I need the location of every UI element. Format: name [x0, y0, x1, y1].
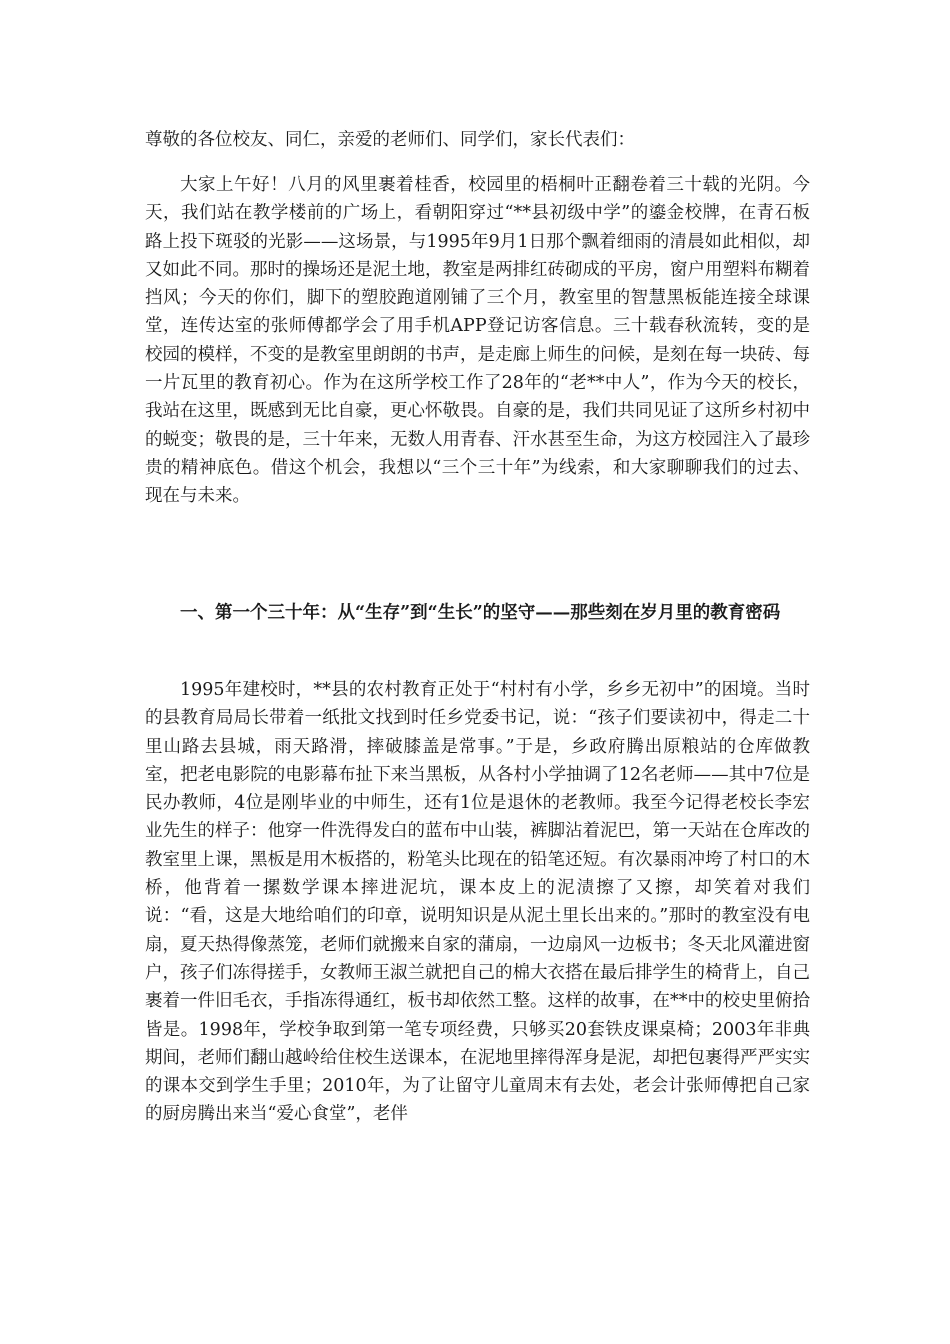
section-paragraph: 1995年建校时，**县的农村教育正处于“村村有小学，乡乡无初中”的困境。当时的县教育局局长带着一纸批文找到时任乡党委书记，说：“孩子们要读初中，得走二十里山路去县城，雨天路滑，摔破膝盖是常事。”于是，乡政府腾出原粮站的仓库做教室，把老电影院的电影幕布扯下来当黑板，从各村小学抽调了12名老师——其中7位是民办教师，4位是刚毕业的中师生，还有1位是退休的老教师。我至今记得老校长李宏业先生的样子：他穿一件洗得发白的蓝布中山装，裤脚沾着泥巴，第一天站在仓库改的教室里上课，黑板是用木板搭的，粉笔头比现在的铅笔还短。有次暴雨冲垮了村口的木桥，他背着一摞数学课本摔进泥坑，课本皮上的泥渍擦了又擦，却笑着对我们说：“看，这是大地给咱们的印章，说明知识是从泥土里长出来的。”那时的教室没有电扇，夏天热得像蒸笼，老师们就搬来自家的蒲扇，一边扇风一边板书；冬天北风灌进窗户，孩子们冻得搓手，女教师王淑兰就把自己的棉大衣搭在最后排学生的椅背上，自己裹着一件旧毛衣，手指冻得通红，板书却依然工整。这样的故事，在**中的校史里俯拾皆是。1998年，学校争取到第一笔专项经费，只够买20套铁皮课桌椅；2003年非典期间，老师们翻山越岭给住校生送课本，在泥地里摔得浑身是泥，却把包裹得严严实实的课本交到学生手里；2010年，为了让留守儿童周末有去处，老会计张师傅把自己家的厨房腾出来当“爱心食堂”，老伴	[145, 680, 810, 1125]
section-heading: 一、第一个三十年：从“生存”到“生长”的坚守——那些刻在岁月里的教育密码	[180, 603, 781, 623]
opening-paragraph: 大家上午好！八月的风里裹着桂香，校园里的梧桐叶正翻卷着三十载的光阴。今天，我们站在教学楼前的广场上，看朝阳穿过“**县初级中学”的鎏金校牌，在青石板路上投下斑驳的光影——这场景，与1995年9月1日那个飘着细雨的清晨如此相似，却又如此不同。那时的操场还是泥土地，教室是两排红砖砌成的平房，窗户用塑料布糊着挡风；今天的你们，脚下的塑胶跑道刚铺了三个月，教室里的智慧黑板能连接全球课堂，连传达室的张师傅都学会了用手机APP登记访客信息。三十载春秋流转，变的是校园的模样，不变的是教室里朗朗的书声，是走廊上师生的问候，是刻在每一块砖、每一片瓦里的教育初心。作为在这所学校工作了28年的“老**中人”，作为今天的校长，我站在这里，既感到无比自豪，更心怀敬畏。自豪的是，我们共同见证了这所乡村初中的蜕变；敬畏的是，三十年来，无数人用青春、汗水甚至生命，为这方校园注入了最珍贵的精神底色。借这个机会，我想以“三个三十年”为线索，和大家聊聊我们的过去、现在与未来。	[145, 175, 810, 507]
greeting-line: 尊敬的各位校友、同仁，亲爱的老师们、同学们，家长代表们：	[145, 130, 635, 150]
